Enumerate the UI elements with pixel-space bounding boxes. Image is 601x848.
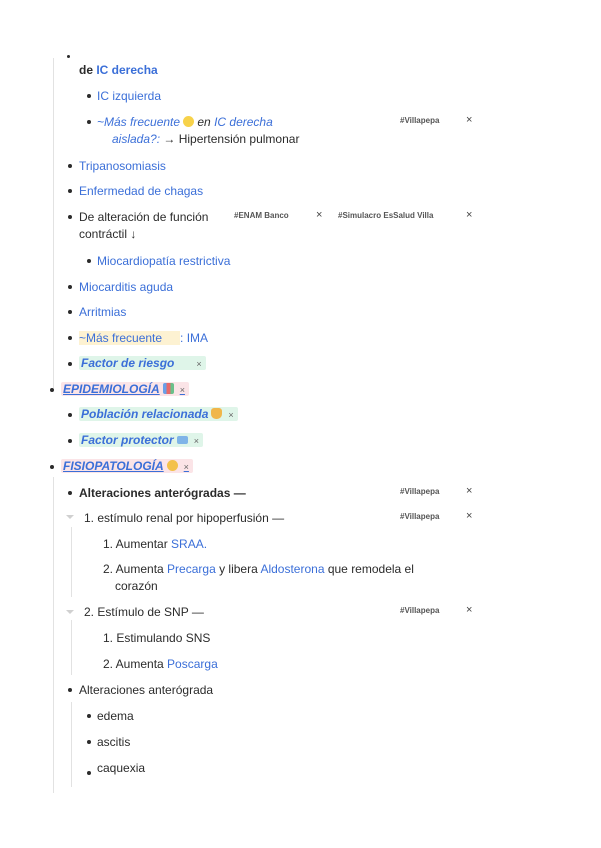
poblacion-label: Población relacionada bbox=[81, 407, 209, 421]
link-ic-derecha[interactable]: IC derecha bbox=[96, 63, 158, 77]
bed-icon bbox=[177, 436, 188, 444]
indent-guide bbox=[53, 58, 54, 388]
remove-tag-button[interactable]: × bbox=[466, 114, 473, 126]
bullet bbox=[68, 439, 72, 443]
bullet bbox=[68, 336, 72, 340]
bullet bbox=[68, 310, 72, 314]
tag-chip[interactable] bbox=[79, 355, 206, 372]
remove-tag-button[interactable]: × bbox=[466, 604, 473, 616]
tag-chip[interactable] bbox=[79, 406, 238, 423]
chart-icon bbox=[163, 383, 174, 394]
factor-protector-label: Factor protector bbox=[81, 433, 174, 447]
fisiopatologia-label: FISIOPATOLOGÍA bbox=[63, 459, 164, 473]
list-item: Alteraciones anterógrada bbox=[79, 683, 214, 697]
remove-tag-button[interactable]: × bbox=[466, 485, 473, 497]
tag-enam-banco[interactable]: #ENAM Banco bbox=[234, 211, 289, 220]
list-item: ~Más frecuente : IMA bbox=[79, 331, 209, 345]
link-chagas[interactable]: Enfermedad de chagas bbox=[79, 184, 204, 198]
list-item: 2. Aumenta Poscarga bbox=[103, 657, 218, 671]
link-ima[interactable]: IMA bbox=[186, 331, 209, 345]
section-heading[interactable] bbox=[61, 381, 189, 398]
list-item: 1. Estimulando SNS bbox=[103, 631, 211, 645]
epidemiologia-label: EPIDEMIOLOGÍA bbox=[63, 382, 160, 396]
indent-guide bbox=[71, 620, 72, 675]
tag-villapepa[interactable]: #Villapepa bbox=[400, 512, 440, 521]
remove-tag-button[interactable]: × bbox=[466, 209, 473, 221]
person-icon bbox=[211, 408, 222, 419]
list-item-continuation: corazón bbox=[115, 579, 158, 593]
bullet bbox=[87, 259, 91, 263]
bullet bbox=[87, 740, 91, 744]
bullet bbox=[68, 164, 72, 168]
tag-villapepa[interactable]: #Villapepa bbox=[400, 487, 440, 496]
collapse-toggle[interactable] bbox=[66, 610, 74, 614]
indent-guide bbox=[71, 527, 72, 597]
remove-tag-button[interactable]: × bbox=[316, 209, 323, 221]
link-ic-izquierda[interactable]: IC izquierda bbox=[97, 89, 162, 103]
list-item-continuation: contráctil ↓ bbox=[79, 227, 137, 241]
list-item: ~Más frecuente en IC derecha bbox=[97, 115, 273, 129]
bullet bbox=[68, 285, 72, 289]
bullet bbox=[87, 94, 91, 98]
remove-chip-button[interactable]: × bbox=[183, 462, 189, 472]
link-aldosterona[interactable]: Aldosterona bbox=[260, 562, 325, 576]
link-sraa[interactable]: SRAA. bbox=[171, 537, 208, 551]
mas-frecuente-label: ~Más frecuente bbox=[79, 331, 180, 345]
sun-icon bbox=[183, 116, 194, 127]
thinking-face-icon bbox=[167, 460, 178, 471]
bullet bbox=[68, 688, 72, 692]
section-heading[interactable] bbox=[61, 458, 193, 475]
bullet bbox=[50, 465, 54, 469]
mas-frecuente-label: ~Más frecuente bbox=[97, 115, 181, 129]
indent-guide bbox=[53, 477, 54, 793]
bullet bbox=[68, 189, 72, 193]
bullet bbox=[68, 362, 72, 366]
list-item: 1. estímulo renal por hipoperfusión — bbox=[84, 511, 285, 525]
list-item-continuation: aislada?: → Hipertensión pulmonar bbox=[112, 132, 300, 146]
list-item: De alteración de función bbox=[79, 210, 209, 224]
tag-simulacro-essalud[interactable]: #Simulacro EsSalud Villa bbox=[338, 211, 434, 220]
tag-villapepa[interactable]: #Villapepa bbox=[400, 116, 440, 125]
remove-chip-button[interactable]: × bbox=[196, 359, 202, 369]
link-tripanosomiasis[interactable]: Tripanosomiasis bbox=[79, 159, 166, 173]
list-item: 2. Estímulo de SNP — bbox=[84, 605, 204, 619]
bullet bbox=[87, 714, 91, 718]
remove-tag-button[interactable]: × bbox=[466, 510, 473, 522]
list-item: caquexia bbox=[97, 761, 146, 775]
factor-riesgo-label: Factor de riesgo bbox=[81, 356, 175, 370]
tag-chip[interactable] bbox=[79, 432, 203, 449]
list-item: 2. Aumenta Precarga y libera Aldosterona que remodela el bbox=[103, 562, 414, 576]
bullet bbox=[67, 55, 70, 58]
tag-villapepa[interactable]: #Villapepa bbox=[400, 606, 440, 615]
bullet bbox=[50, 388, 54, 392]
link-miocarditis[interactable]: Miocarditis aguda bbox=[79, 280, 174, 294]
list-item: Alteraciones anterógradas — bbox=[79, 486, 246, 500]
link-ic-derecha-aislada[interactable]: IC derecha bbox=[214, 115, 273, 129]
list-item: de IC derecha bbox=[79, 63, 158, 77]
bullet bbox=[68, 413, 72, 417]
list-item: 1. Aumentar SRAA. bbox=[103, 537, 208, 551]
link-poscarga[interactable]: Poscarga bbox=[167, 657, 218, 671]
indent-guide bbox=[71, 702, 72, 787]
bullet bbox=[87, 771, 91, 775]
link-miocardiopatia[interactable]: Miocardiopatía restrictiva bbox=[97, 254, 231, 268]
remove-chip-button[interactable]: × bbox=[179, 385, 185, 395]
bullet bbox=[68, 491, 72, 495]
list-item: edema bbox=[97, 709, 134, 723]
remove-chip-button[interactable]: × bbox=[193, 436, 199, 446]
bullet bbox=[68, 215, 72, 219]
link-precarga[interactable]: Precarga bbox=[167, 562, 216, 576]
collapse-toggle[interactable] bbox=[66, 515, 74, 519]
link-arritmias[interactable]: Arritmias bbox=[79, 305, 127, 319]
list-item: ascitis bbox=[97, 735, 131, 749]
bullet bbox=[87, 120, 91, 124]
remove-chip-button[interactable]: × bbox=[228, 410, 234, 420]
